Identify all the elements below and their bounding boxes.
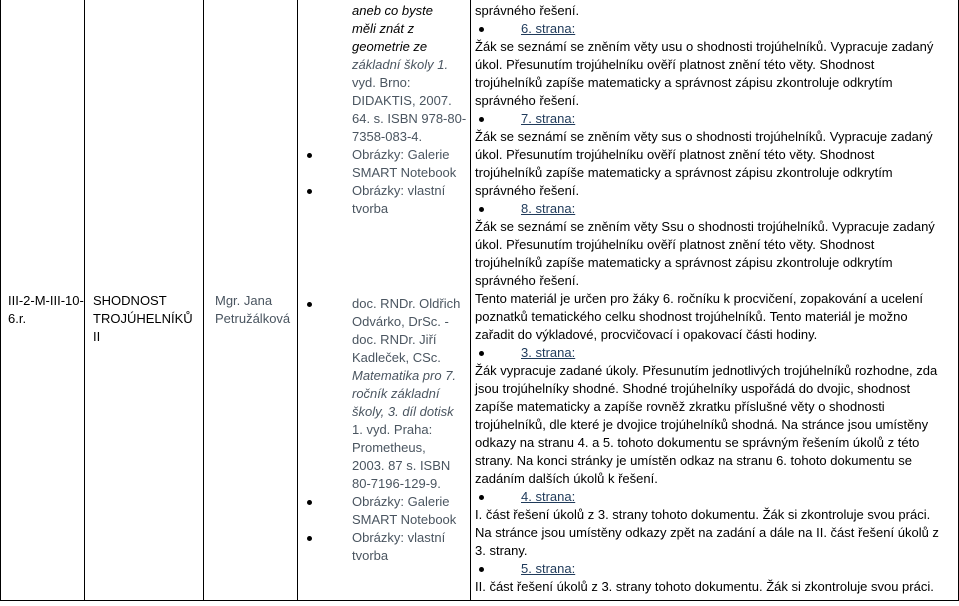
list-item: Obrázky: vlastní tvorba [298, 529, 470, 565]
page-link[interactable]: 6. strana: [521, 21, 576, 36]
source-line: aneb co byste [352, 3, 433, 18]
intro-line: zařadit do výkladové, procvičovací i opakovací části hodiny. [475, 327, 818, 342]
material-author: Mgr. Jana Petružálková [215, 293, 291, 326]
description-lead: správného řešení. [475, 3, 580, 18]
source-line: 64. s. ISBN 978-80- [352, 111, 467, 126]
source-top-text [298, 0, 470, 146]
author-cell [204, 0, 298, 601]
ref-line: školy, 3. díl dotisk [352, 404, 454, 419]
description-cell: správného řešení. 6. strana: Žák se seznámí se zněním věty usu o shodnosti trojúhelníků. Vypracuje zadaný úkol. Přesunutím trojúhelníku ověří platnost znění této věty. Shodnost trojúhelníků zapíše matematicky a správnost zápisu zkontroluje odkrytím správného řešení. 7. strana: Žák se seznámí se zněním věty sus o shodnosti trojúhelníků. Vypracuje zadaný úkol. Přesunutím trojúhelníku ověří platnost znění této věty. Shodnost trojúhelníků zapíše matematicky a správnost zápisu zkontroluje odkrytím správného řešení. 8. strana: Žák se seznámí se zněním věty Ssu o shodnosti trojúhelníků. Vypracuje zadaný úkol. Přesunutím trojúhelníku ověří platnost znění této věty. Shodnost trojúhelníků zapíše matematicky a správnost zápisu zkontroluje odkrytím správného řešení. Tento materiál je určen pro žáky 6. ročníku k procvičení, zopakování a ucelení poznatků tematického celku shodnost trojúhelníků. Tento materiál je možno zařadit do výkladové, procvičovací i opakovací části hodiny. 3. strana: Žák vypracuje zadané úkoly. Přesunutím jednotlivých trojúhelníků rozhodne, zda jsou trojúhelníky shodné. Shodné trojúhelníky uspořádá do dvojic, shodnost zapíše matematicky a zapíše rovněž zkratku příslušné věty o shodnosti trojúhelníků, dle které je dvojice trojúhelníků shodná. Na stránce jsou umístěny odkazy na stranu 4. a 5. tohoto dokumentu se správným řešením úkolů z této strany. Na konci stránky je umístěn odkaz na stranu 6. tohoto dokumentu se zadáním dalších úkolů k řešení. 4. strana: I. část řešení úkolů z 3. strany tohoto dokumentu. Žák si zkontroluje svou práci. Na stránce jsou umístěny odkazy zpět na zadání a dále na II. část řešení úkolů z 3. strany. 5. strana: II. část řešení úkolů z 3. strany tohoto dokumentu. Žák si zkontroluje svou práci. [471, 0, 959, 601]
page-link[interactable]: 8. strana: [521, 201, 576, 216]
page-link[interactable]: 5. strana: [521, 561, 576, 576]
page-link[interactable]: 4. strana: [521, 489, 576, 504]
page-7-heading [475, 110, 958, 128]
ref-line: Odvárko, DrSc. - [352, 314, 449, 329]
ref-line: Prometheus, [352, 440, 426, 455]
intro-line: Tento materiál je určen pro žáky 6. ročníku k procvičení, zopakování a ucelení [475, 291, 924, 306]
source-line: základní školy 1. [352, 57, 449, 72]
sources-cell [298, 0, 471, 601]
source-line: geometrie ze [352, 39, 428, 54]
ref-line: Kadleček, CSc. [352, 350, 441, 365]
source-line: 7358-083-4. [352, 129, 423, 144]
ref-line: 80-7196-129-9. [352, 476, 441, 491]
list-item: Obrázky: Galerie SMART Notebook [298, 146, 470, 182]
material-code: III-2-M-III-10-6.r. [8, 293, 84, 326]
source-line: vyd. Brno: [352, 75, 411, 90]
page-4-heading [475, 488, 958, 506]
ref-line: 1. vyd. Praha: [352, 422, 433, 437]
table-row [1, 0, 959, 601]
ref-line: doc. RNDr. Jiří [352, 332, 437, 347]
page-8-heading [475, 200, 958, 218]
material-title: SHODNOST TROJÚHELNÍKŮ II [93, 293, 193, 344]
list-item [298, 295, 470, 493]
title-cell [85, 0, 204, 601]
page-link[interactable]: 7. strana: [521, 111, 576, 126]
list-item: Obrázky: vlastní tvorba [298, 182, 470, 218]
list-item: Obrázky: Galerie SMART Notebook [298, 493, 470, 529]
page-5-heading [475, 560, 958, 578]
ref-line: doc. RNDr. Oldřich [352, 296, 461, 311]
page-6-heading [475, 20, 958, 38]
intro-line: poznatků tematického celku shodnost trojúhelníků. Tento materiál je možno [475, 309, 908, 324]
page-3-heading [475, 344, 958, 362]
ref-line: ročník základní [352, 386, 440, 401]
source-ref-list [298, 275, 470, 565]
code-cell [1, 0, 85, 601]
page-link[interactable]: 3. strana: [521, 345, 576, 360]
source-top-list [298, 146, 470, 218]
source-line: DIDAKTIS, 2007. [352, 93, 452, 108]
ref-line: 2003. 87 s. ISBN [352, 458, 451, 473]
source-line: měli znát z [352, 21, 415, 36]
ref-line: Matematika pro 7. [352, 368, 457, 383]
